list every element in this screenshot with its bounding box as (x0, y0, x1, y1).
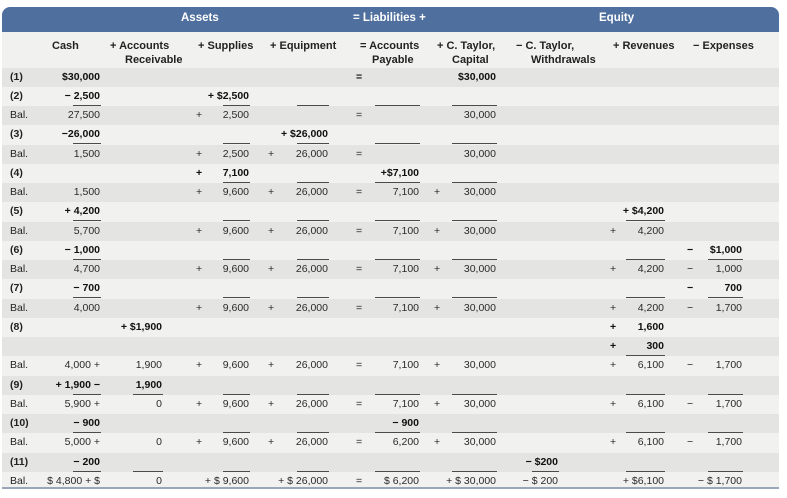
cell-payable: $ 6,200 (383, 474, 419, 487)
cell-op-sup: + (196, 186, 203, 198)
col-cash: Cash (52, 40, 79, 52)
cell-supplies: 9,600 (222, 436, 249, 449)
sum-rule (297, 297, 329, 298)
cell-withdrawals: − $ 200 (522, 474, 558, 487)
cell-op-sup: + (196, 109, 203, 121)
cell-capital: 30,000 (463, 359, 496, 372)
sum-rule (626, 394, 665, 395)
sum-rule (532, 471, 559, 472)
cell-supplies: 2,500 (222, 147, 249, 160)
sum-rule (223, 259, 250, 260)
row-label: (8) (10, 320, 23, 333)
cell-op-cap: + (434, 186, 441, 198)
cell-equipment: + $26,000 (280, 128, 328, 141)
cell-op-sup: + (196, 224, 203, 237)
cell-withdrawals: − $200 (525, 455, 558, 468)
sum-rule (73, 394, 101, 395)
cell-equipment: 26,000 (295, 397, 328, 410)
cell-equipment: 26,000 (295, 263, 328, 275)
cell-op-exp: − (687, 301, 694, 314)
cell-payable: 7,100 (392, 263, 419, 275)
cell-op-rev: + (610, 263, 617, 275)
sum-rule (452, 105, 497, 106)
cell-capital: 30,000 (463, 224, 496, 237)
sum-rule (452, 297, 497, 298)
sum-rule (297, 143, 329, 144)
cell-payable: 7,100 (392, 186, 419, 198)
cell-op-sup: + (196, 166, 203, 179)
cell-op-cap: + (434, 397, 441, 410)
cell-payable: 6,200 (392, 436, 419, 449)
cell-revenues: 300 (646, 340, 664, 352)
sum-rule (297, 220, 329, 221)
cell-revenues: 6,100 (637, 436, 664, 449)
sum-rule (223, 220, 250, 221)
cell-op-exp: − (687, 282, 694, 295)
cell-op-exp: − (687, 397, 694, 410)
cell-capital: 30,000 (463, 436, 496, 449)
cell-eq: = (356, 301, 363, 314)
cell-cash: 4,700 (73, 263, 100, 275)
sum-rule (708, 432, 743, 433)
cell-eq: = (356, 359, 363, 372)
row-label: Bal. (10, 436, 29, 449)
cell-eq: = (356, 186, 363, 198)
row-label: Bal. (10, 474, 29, 487)
row-stripe (2, 453, 779, 472)
row-label: Bal. (10, 109, 29, 121)
cell-revenues: 4,200 (637, 301, 664, 314)
cell-equipment: + $ 26,000 (278, 474, 328, 487)
cell-equipment: 26,000 (295, 359, 328, 372)
sum-rule (223, 105, 250, 106)
row-label: (11) (10, 455, 29, 468)
sum-rule (73, 471, 101, 472)
row-stripe (2, 68, 779, 87)
cell-op-equip: + (268, 263, 275, 275)
cell-op-cap: + (434, 224, 441, 237)
col-receivable-line1: + Accounts (110, 40, 170, 52)
sum-rule (375, 432, 420, 433)
sum-rule (626, 355, 665, 356)
cell-op-equip: + (268, 186, 275, 198)
cell-cash: − 200 (73, 455, 100, 468)
cell-cash: − 900 (73, 417, 100, 429)
cell-payable: 7,100 (392, 224, 419, 237)
cell-cash: 27,500 (67, 109, 100, 121)
cell-cash: $ 4,800 + $ (47, 474, 100, 487)
cell-revenues: 4,200 (637, 224, 664, 237)
cell-cash: 5,700 (73, 224, 100, 237)
sum-rule (452, 220, 497, 221)
sum-rule (626, 432, 665, 433)
row-label: Bal. (10, 224, 29, 237)
cell-op-exp: − (687, 243, 694, 256)
sum-rule (452, 471, 497, 472)
cell-supplies: 7,100 (222, 166, 249, 179)
cell-supplies: + $2,500 (207, 89, 249, 102)
row-label: (2) (10, 89, 23, 102)
cell-revenues: 6,100 (637, 359, 664, 372)
cell-cash: + 4,200 (64, 205, 100, 218)
cell-payable: 7,100 (392, 301, 419, 314)
cell-cash: − 1,000 (64, 243, 100, 256)
cell-revenues: + $6,100 (622, 474, 664, 487)
cell-op-sup: + (196, 263, 203, 275)
cell-expenses: 700 (724, 282, 742, 295)
cell-cash: −26,000 (61, 128, 100, 141)
col-expenses: − Expenses (693, 40, 754, 52)
cell-op-rev: + (610, 301, 617, 314)
cell-revenues: + $4,200 (622, 205, 664, 218)
cell-equipment: 26,000 (295, 436, 328, 449)
cell-capital: 30,000 (463, 147, 496, 160)
sum-rule (626, 297, 665, 298)
col-revenues: + Revenues (613, 40, 675, 52)
col-withdrawals-line1: − C. Taylor, (516, 40, 575, 52)
cell-op-equip: + (268, 301, 275, 314)
sum-rule (297, 182, 329, 183)
cell-op-exp: − (687, 436, 694, 449)
cell-cash: 5,900 + (64, 397, 100, 410)
cell-eq: = (356, 224, 363, 237)
cell-capital: 30,000 (463, 109, 496, 121)
sum-rule (297, 259, 329, 260)
cell-supplies: 9,600 (222, 397, 249, 410)
sum-rule (452, 394, 497, 395)
cell-op-rev: + (610, 397, 617, 410)
row-label: Bal. (10, 263, 29, 275)
sum-rule (223, 432, 250, 433)
sum-rule (133, 394, 163, 395)
sum-rule (708, 259, 743, 260)
cell-op-cap: + (434, 436, 441, 449)
sum-rule (452, 259, 497, 260)
cell-supplies: 9,600 (222, 186, 249, 198)
sum-rule (626, 259, 665, 260)
cell-expenses: 1,700 (715, 397, 742, 410)
col-capital-line1: + C. Taylor, (437, 40, 496, 52)
cell-payable: − 900 (392, 417, 419, 429)
cell-capital: $30,000 (458, 70, 496, 83)
cell-op-equip: + (268, 397, 275, 410)
cell-payable: 7,100 (392, 359, 419, 372)
sum-rule (375, 297, 420, 298)
cell-cash: 1,500 (73, 186, 100, 198)
row-stripe (2, 414, 779, 433)
col-receivable-line2: Receivable (125, 54, 183, 66)
cell-op-sup: + (196, 436, 203, 449)
sum-rule (73, 105, 101, 106)
cell-op-equip: + (268, 436, 275, 449)
cell-eq: = (356, 109, 363, 121)
cell-supplies: 2,500 (222, 109, 249, 121)
cell-op-equip: + (268, 359, 275, 372)
cell-capital: 30,000 (463, 186, 496, 198)
cell-eq: = (356, 474, 363, 487)
sum-rule (73, 297, 101, 298)
sum-rule (708, 394, 743, 395)
cell-expenses: − $ 1,700 (697, 474, 742, 487)
sum-rule (452, 182, 497, 183)
cell-eq: = (356, 397, 363, 410)
col-equipment: + Equipment (270, 40, 337, 52)
cell-cash: 4,000 + (64, 359, 100, 372)
row-label: Bal. (10, 186, 29, 198)
sum-rule (375, 220, 420, 221)
cell-receivable: 0 (156, 474, 162, 487)
cell-op-cap: + (434, 359, 441, 372)
cell-expenses: $1,000 (709, 243, 742, 256)
sum-rule (375, 143, 420, 144)
sum-rule (73, 220, 101, 221)
cell-op-cap: + (434, 301, 441, 314)
col-withdrawals-line2: Withdrawals (531, 54, 596, 66)
cell-receivable: 0 (156, 436, 162, 449)
cell-receivable: + $1,900 (120, 320, 162, 333)
cell-revenues: 1,600 (637, 320, 664, 333)
cell-supplies: 9,600 (222, 301, 249, 314)
row-label: (9) (10, 378, 23, 391)
sum-rule (223, 394, 250, 395)
row-label: (5) (10, 205, 23, 218)
cell-cash: 1,500 (73, 147, 100, 160)
cell-cash: − 2,500 (64, 89, 100, 102)
cell-expenses: 1,000 (715, 263, 742, 275)
cell-capital: 30,000 (463, 301, 496, 314)
cell-op-sup: + (196, 359, 203, 372)
row-label: (4) (10, 166, 23, 179)
row-stripe (2, 376, 779, 395)
liabilities-heading: = Liabilities + (353, 12, 426, 24)
cell-eq: = (356, 147, 363, 160)
row-label: (3) (10, 128, 23, 141)
sum-rule (297, 432, 329, 433)
cell-cash: + 1,900 − (55, 378, 100, 391)
cell-op-cap: + (434, 263, 441, 275)
sum-rule (297, 105, 329, 106)
row-stripe (2, 106, 779, 125)
cell-cash: − 700 (73, 282, 100, 295)
cell-expenses: 1,700 (715, 301, 742, 314)
cell-equipment: 26,000 (295, 147, 328, 160)
row-label: (10) (10, 417, 29, 429)
cell-op-exp: − (687, 263, 694, 275)
sum-rule (133, 471, 163, 472)
cell-supplies: 9,600 (222, 359, 249, 372)
cell-cash: 5,000 + (64, 436, 100, 449)
row-stripe (2, 145, 779, 164)
cell-receivable: 1,900 (135, 359, 162, 372)
row-label: (7) (10, 282, 23, 295)
cell-capital: + $ 30,000 (446, 474, 496, 487)
col-capital-line2: Capital (452, 54, 489, 66)
sum-rule (626, 471, 665, 472)
cell-cash: 4,000 (73, 301, 100, 314)
sum-rule (223, 471, 250, 472)
sum-rule (297, 471, 329, 472)
sum-rule (375, 105, 420, 106)
sum-rule (452, 432, 497, 433)
cell-receivable: 0 (156, 397, 162, 410)
sum-rule (452, 143, 497, 144)
row-label: Bal. (10, 359, 29, 372)
cell-op-rev: + (610, 224, 617, 237)
sum-rule (375, 394, 420, 395)
row-label: (6) (10, 243, 23, 256)
sum-rule (223, 297, 250, 298)
assets-heading: Assets (181, 12, 219, 24)
cell-equipment: 26,000 (295, 224, 328, 237)
sum-rule (223, 143, 250, 144)
cell-payable: +$7,100 (380, 166, 419, 179)
row-label: (1) (10, 70, 23, 83)
sum-rule (73, 143, 101, 144)
sum-rule (375, 259, 420, 260)
col-supplies: + Supplies (198, 40, 254, 52)
cell-op-rev: + (610, 436, 617, 449)
cell-revenues: 4,200 (637, 263, 664, 275)
col-payable-line1: = Accounts (360, 40, 420, 52)
cell-supplies: + $ 9,600 (204, 474, 249, 487)
sum-rule (708, 471, 743, 472)
cell-op-exp: − (687, 359, 694, 372)
col-payable-line2: Payable (372, 54, 414, 66)
sum-rule (73, 432, 101, 433)
cell-capital: 30,000 (463, 397, 496, 410)
sum-rule (708, 297, 743, 298)
sum-rule (375, 471, 420, 472)
cell-equipment: 26,000 (295, 186, 328, 198)
cell-op-sup: + (196, 147, 203, 160)
cell-op-rev: + (610, 320, 617, 333)
cell-op-rev: + (610, 340, 617, 352)
cell-capital: 30,000 (463, 263, 496, 275)
sum-rule (626, 220, 665, 221)
sum-rule (73, 259, 101, 260)
cell-op-rev: + (610, 359, 617, 372)
row-label: Bal. (10, 147, 29, 160)
cell-supplies: 9,600 (222, 263, 249, 275)
cell-expenses: 1,700 (715, 359, 742, 372)
row-label: Bal. (10, 397, 29, 410)
sum-rule (223, 182, 250, 183)
sum-rule (375, 182, 420, 183)
cell-eq: = (356, 436, 363, 449)
table-bottom-rule (2, 487, 779, 489)
equity-heading: Equity (599, 12, 635, 24)
cell-op-sup: + (196, 301, 203, 314)
cell-receivable: 1,900 (135, 378, 162, 391)
cell-revenues: 6,100 (637, 397, 664, 410)
sum-rule (297, 394, 329, 395)
cell-payable: 7,100 (392, 397, 419, 410)
row-label: Bal. (10, 301, 29, 314)
cell-op-equip: + (268, 224, 275, 237)
cell-expenses: 1,700 (715, 436, 742, 449)
cell-eq: = (356, 70, 363, 83)
cell-equipment: 26,000 (295, 301, 328, 314)
row-stripe (2, 183, 779, 202)
cell-supplies: 9,600 (222, 224, 249, 237)
cell-cash: $30,000 (62, 70, 100, 83)
cell-eq: = (356, 263, 363, 275)
cell-op-equip: + (268, 147, 275, 160)
cell-op-sup: + (196, 397, 203, 410)
